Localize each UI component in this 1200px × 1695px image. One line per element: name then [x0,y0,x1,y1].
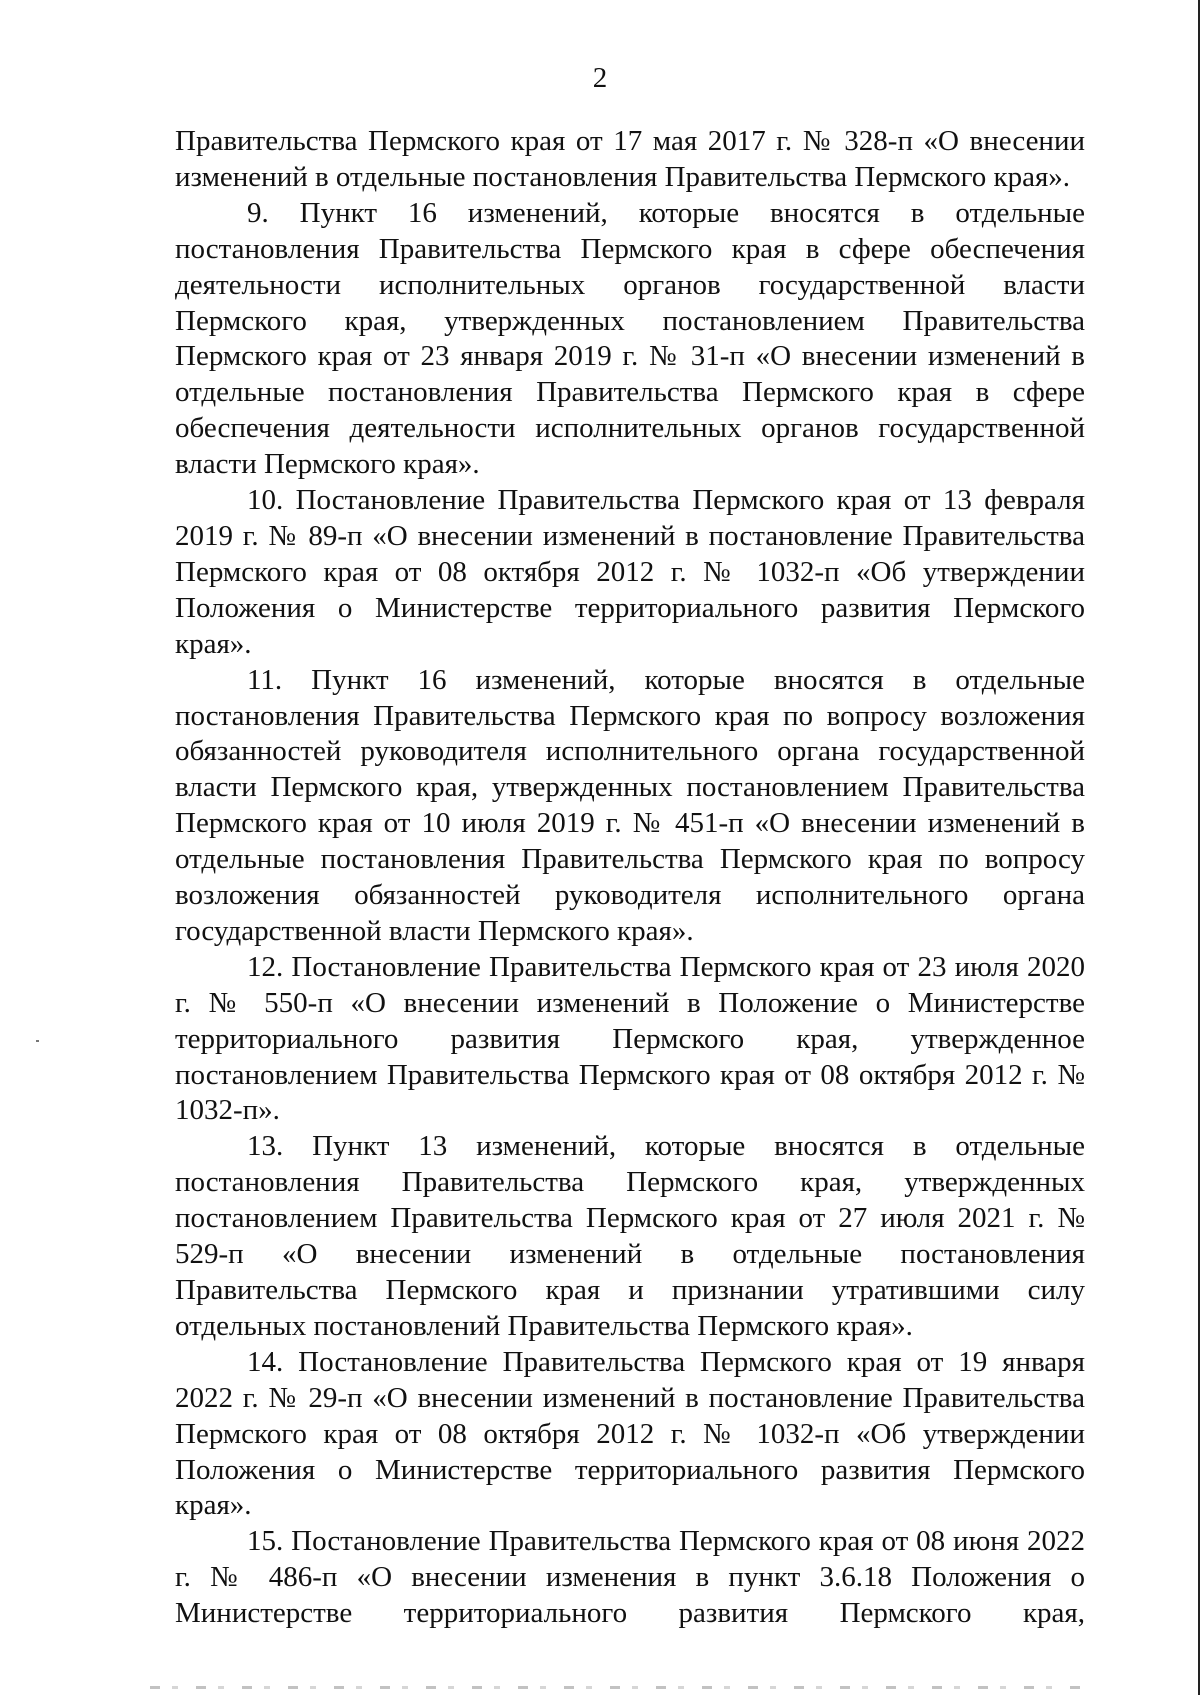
paragraph-item-14: 14. Постановление Правительства Пермского края от 19 января 2022 г. № 29-п «О внесении изменений в постановление Правительства Пермского края от 08 октября 2012 г. № 1032-п «Об утверждении Положения о Министерстве территориального развития Пермского края». [175,1345,1085,1522]
page-number: 2 [592,62,608,94]
paragraph-item-9: 9. Пункт 16 изменений, которые вносятся в отдельные постановления Правительства Пермского края в сфере обеспечения деятельности исполнительных органов государственной власти Пермского края, утвержденных постановлением Правительства Пермского края от 23 января 2019 г. № 31-п «О внесении изменений в отдельные постановления Правительства Пермского края в сфере обеспечения деятельности исполнительных органов государственной власти Пермского края». [175,196,1085,481]
paragraph-continuation: Правительства Пермского края от 17 мая 2017 г. № 328-п «О внесении изменений в отдельные постановления Правительства Пермского края». [175,125,1085,193]
scan-footer-artifact [150,1686,1080,1689]
scan-artifact [36,1040,39,1042]
paragraph-item-12: 12. Постановление Правительства Пермского края от 23 июля 2020 г. № 550-п «О внесении изменений в Положение о Министерстве территориального развития Пермского края, утвержденное постановлением Правительства Пермского края от 08 октября 2012 г. № 1032-п». [175,950,1085,1127]
paragraph-item-11: 11. Пункт 16 изменений, которые вносятся в отдельные постановления Правительства Пермского края по вопросу возложения обязанностей руководителя исполнительного органа государственной власти Пермского края, утвержденных постановлением Правительства Пермского края от 10 июля 2019 г. № 451-п «О внесении изменений в отдельные постановления Правительства Пермского края по вопросу возложения обязанностей руководителя исполнительного органа государственной власти Пермского края». [175,663,1085,947]
paragraph-item-15: 15. Постановление Правительства Пермского края от 08 июня 2022 г. № 486-п «О внесении изменения в пункт 3.6.18 Положения о Министерстве территориального развития Пермского края, [175,1525,1085,1630]
document-body [175,124,1085,1632]
paragraph-item-13: 13. Пункт 13 изменений, которые вносятся в отдельные постановления Правительства Пермского края, утвержденных постановлением Правительства Пермского края от 27 июля 2021 г. № 529-п «О внесении изменений в отдельные постановления Правительства Пермского края и признании утратившими силу отдельных постановлений Правительства Пермского края». [175,1130,1085,1342]
paragraph-item-10: 10. Постановление Правительства Пермского края от 13 февраля 2019 г. № 89-п «О внесении изменений в постановление Правительства Пермского края от 08 октября 2012 г. № 1032-п «Об утверждении Положения о Министерстве территориального развития Пермского края». [175,484,1085,660]
